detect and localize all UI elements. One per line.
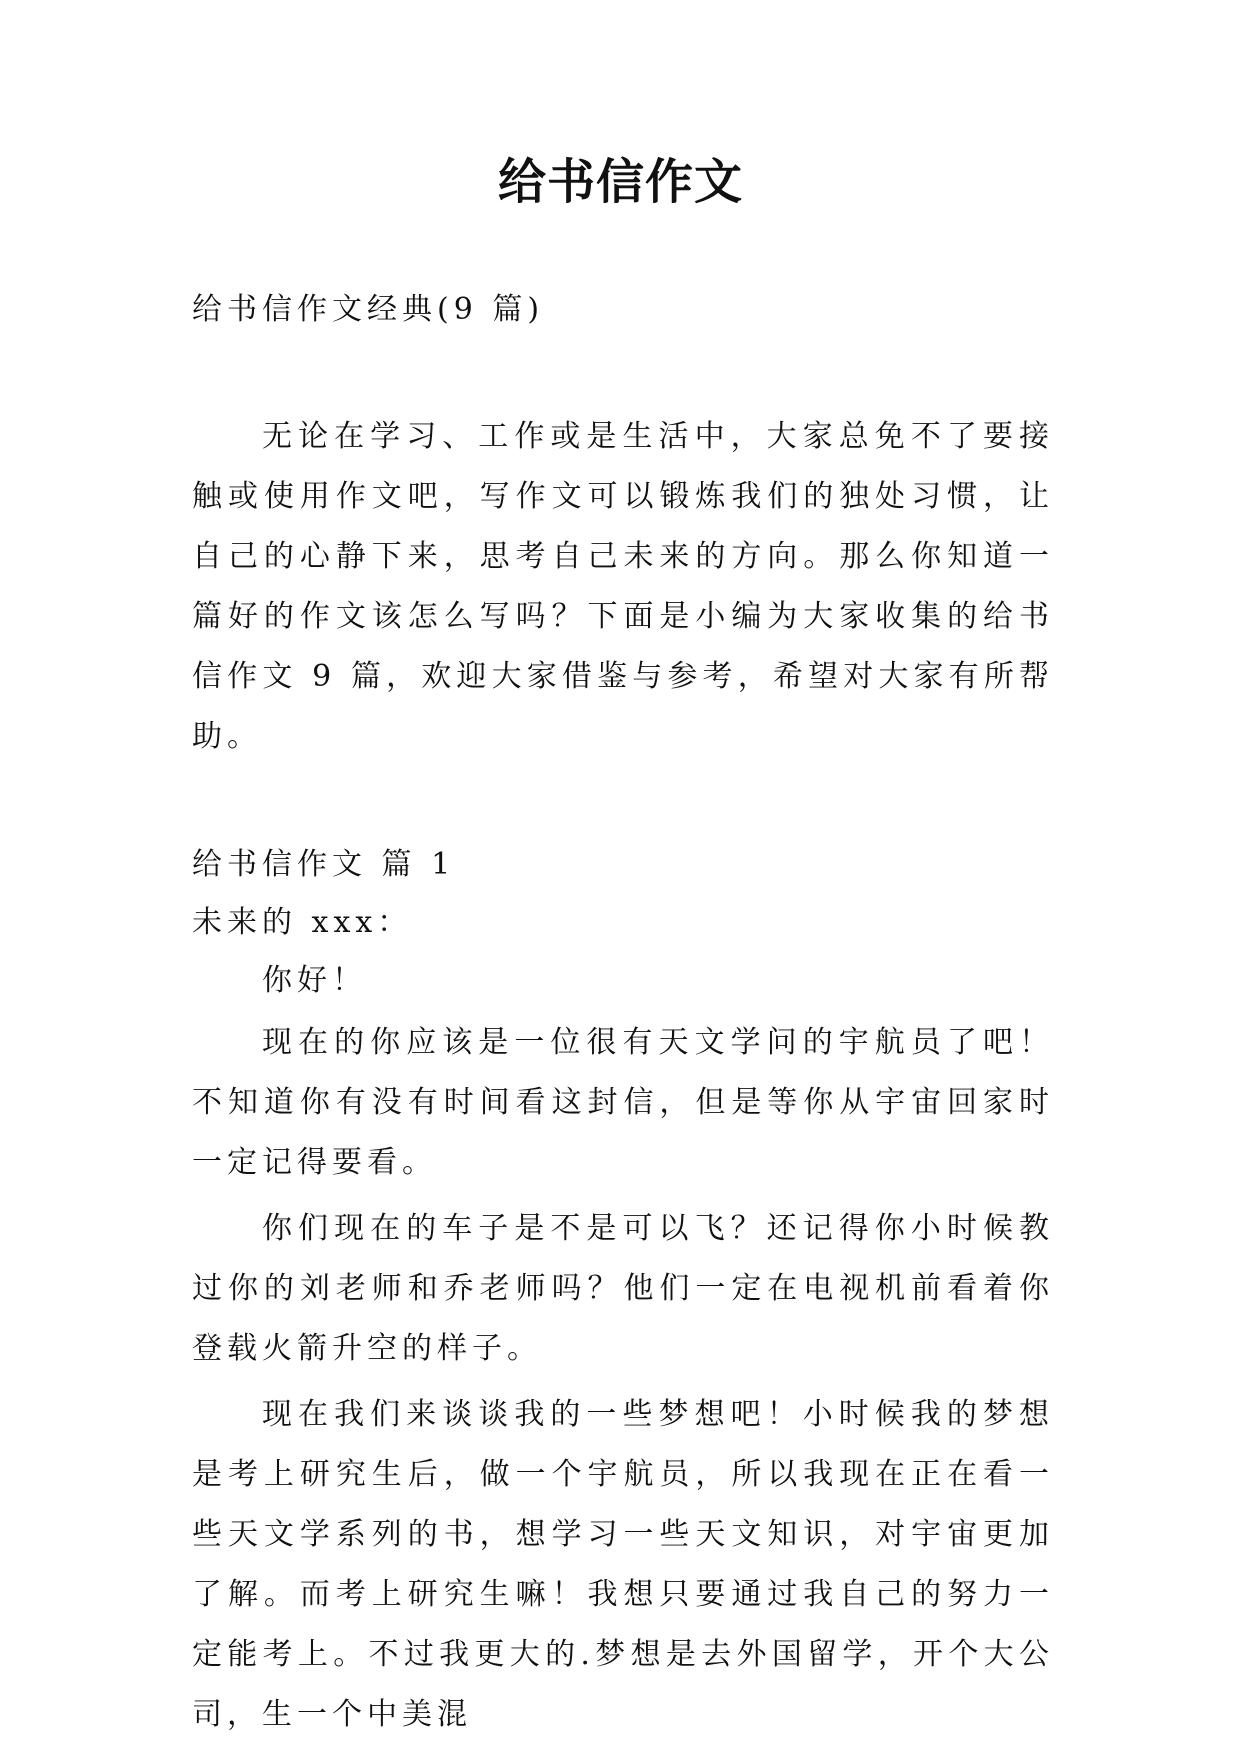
letter-salutation: 未来的 xxx： — [192, 905, 413, 940]
letter-greeting: 你好！ — [262, 963, 367, 998]
section-heading: 给书信作文 篇 1 — [192, 847, 456, 882]
document-subtitle: 给书信作文经典(9 篇) — [192, 292, 545, 327]
intro-paragraph: 无论在学习、工作或是生活中，大家总免不了要接触或使用作文吧，写作文可以锻炼我们的独处习惯，让自己的心静下来，思考自己未来的方向。那么你知道一篇好的作文该怎么写吗？下面是小编为大家收集的给书信作文 9 篇，欢迎大家借鉴与参考，希望对大家有所帮助。 — [192, 419, 1054, 754]
letter-paragraph-1: 现在的你应该是一位很有天文学问的宇航员了吧！不知道你有没有时间看这封信，但是等你从宇宙回家时一定记得要看。 — [192, 1025, 1054, 1180]
document-body — [192, 290, 1054, 1745]
document-title: 给书信作文 — [497, 154, 743, 210]
letter-paragraph-2: 你们现在的车子是不是可以飞？还记得你小时候教过你的刘老师和乔老师吗？他们一定在电视机前看着你登载火箭升空的样子。 — [192, 1211, 1054, 1366]
letter-paragraph-3: 现在我们来谈谈我的一些梦想吧！小时候我的梦想是考上研究生后，做一个宇航员，所以我现在正在看一些天文学系列的书，想学习一些天文知识，对宇宙更加了解。而考上研究生嘛！我想只要通过我自己的努力一定能考上。不过我更大的.梦想是去外国留学，开个大公司，生一个中美混 — [192, 1397, 1054, 1732]
